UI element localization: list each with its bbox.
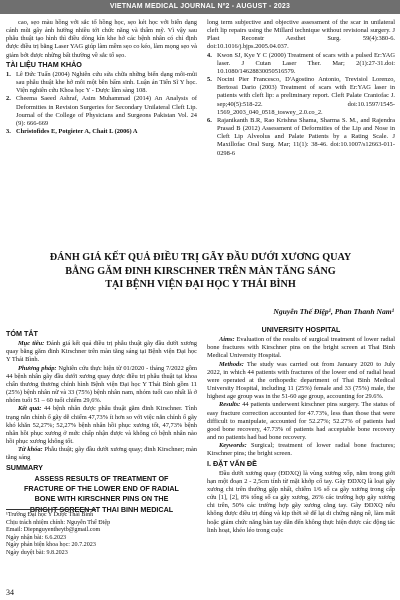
journal-header: VIETNAM MEDICAL JOURNAL Nº2 - AUGUST - 2023 (0, 0, 400, 14)
title-line: TẠI BỆNH VIỆN ĐẠI HỌC Y THÁI BÌNH (105, 279, 296, 291)
authors: Nguyễn Thế Điệp¹, Phan Thanh Nam¹ (273, 307, 394, 316)
previous-article-end (6, 19, 197, 136)
reference-number: 3. (6, 128, 11, 136)
article-title (6, 251, 395, 292)
reference-number: 5. (207, 76, 212, 84)
author-footnote (6, 509, 197, 558)
introduction-heading: I. ĐẶT VẤN ĐỀ (207, 458, 257, 468)
reference-item (6, 128, 197, 136)
abstract-results: Kết quả: 44 bệnh nhân được phẫu thuật găm đinh Kirschner. Tình trạng nắn chỉnh ổ gãy dễ chiếm 47,73% ít hơn so với việc nắn chỉnh ổ gãy khó khăn 52,27%; 52,27% bệnh nhân hồi phục xương tốt, 47,73% bệnh nhân hồi phục xương ở mức chấp nhận được và không có bệnh nhân nào hồi phục xương không tốt. (6, 405, 197, 446)
summary-keywords: Keywords: Surgical; treatment of lower radial bone fractures; Kirschner pins; the bright screen. (207, 442, 395, 458)
title-line: ĐÁNH GIÁ KẾT QUẢ ĐIỀU TRỊ GÃY ĐẦU DƯỚI XƯƠNG QUAY (49, 252, 352, 263)
reference-number: 6. (207, 116, 212, 124)
english-title-end: UNIVERSITY HOSPITAL (261, 327, 341, 334)
footnote-received: Ngày nhận bài: 6.6.2023 (6, 534, 67, 541)
footnote-accepted: Ngày duyệt bài: 9.8.2023 (6, 549, 68, 556)
english-title-line: FRACTURE OF THE LOWER END OF RADIAL (24, 484, 179, 494)
reference-continuation: long term subjective and objective assessment of the scar in unilateral cleft lip repairs using the Millard technique without revisional surgery. J Plast Reconstr Aesthet Surg. 59(4):380-6. doi:10.1016/j.bjps.2005.04.037. (207, 19, 395, 51)
reference-item (6, 71, 197, 95)
reference-item (207, 52, 395, 76)
reference-number: 2. (6, 95, 11, 103)
abstract-english (207, 327, 395, 535)
reference-item (207, 76, 395, 117)
references-continued (207, 19, 395, 158)
abstract-methods: Phương pháp: Nghiên cứu thực hiện từ 01/2020 - tháng 7/2022 gồm 44 bệnh nhân gãy đầu dưới xương quay được điều trị phẫu thuật tại khoa chấn thương thương chỉnh hình Bệnh viện Đại học Y Thái Bình gồm 11 (25%) bệnh nhân nữ và 33 (75%) bệnh nhân nam, nhóm tuổi cao nhất là ở nhóm tuổi 51 – 60 tuổi chiếm 29,6%. (6, 364, 197, 405)
reference-text: Cheema Saeed Ashraf, Asim Muhammad (2014) An Analysis of Deformities in Revision Surgeries for Secondary Unilateral Cleft Lip. Journal of the College of Physicians and Surgeons Pakistan Vol. 24 (9): 666-669 (16, 95, 197, 127)
page-number: 34 (6, 588, 14, 597)
reference-item (6, 95, 197, 128)
reference-number: 4. (207, 51, 212, 59)
abstract-aims: Mục tiêu: Đánh giá kết quả điều trị phẫu thuật gãy đầu dưới xương quay bằng găm đinh Kirschner trên màn tăng sáng tại Bệnh viện Đại học Y Thái Bình. (6, 340, 197, 364)
english-title-line: BRIGHT SCREEN AT THAI BINH MEDICAL (29, 504, 174, 514)
english-title-line: ASSESS RESULTS OF TREATMENT OF (34, 473, 169, 483)
summary-methods: Methods: The study was carried out from January 2020 to July 2022, in which 44 patients with fractures of the lower end of radial head were operated at the orthopedic department of Thai Binh Medical University Hospital, including 11 (25%) female and 33 (75%) male, the highest age group was in the 51-60 age group, accounting for 29.6%. (207, 360, 395, 401)
reference-text: Rajanikanth B.R, Rao Krishna Shama, Sharma S. M., and Rajendra Prasad B (2012) Assessment of Deformities of the Lip and Nose in Cleft Lip Alveolus and Palate Patients by a Rating Scale. J Maxillofac Oral Surg. Mar; 11(1): 38-46. doi:10.1007/s12663-011-0298-6 (217, 116, 395, 157)
summary-en-heading: SUMMARY (6, 462, 43, 472)
reference-number: 1. (6, 70, 11, 78)
reference-text: Kwon SJ, Kye Y C (2000) Treatment of scars with a pulsed Er:YAG laser. J Cutan Laser Ther. Mar; 2(1):27-31.doi: 10.1080/14628830050516579. (217, 51, 395, 75)
summary-results: Results: 44 patients underwent kirschner pins surgery. The status of easy fracture correction accounted for 47.73%, less than those that were difficult to manipulate, accounted for 52.27%; 52.27% of patients had good bone recovery, 47.73% of patients had acceptable bone recovery and no patients had bad bone recovery. (207, 401, 395, 442)
footnote-reviewed: Ngày phản biện khoa học: 20.7.2023 (6, 542, 96, 549)
footnote-affiliation: ¹Trường Đại học Y Dược Thái Bình (6, 512, 94, 518)
abstract-keywords: Từ khóa: Phẫu thuật; gãy đầu dưới xương quay; đinh Kirschner; màn tăng sáng (6, 446, 197, 462)
references-heading: TÀI LIỆU THAM KHẢO (6, 59, 82, 69)
footnote-email: Email: Diepnguyentheytb@gmail.com (6, 527, 101, 534)
introduction-paragraph: Đầu dưới xương quay (ĐDXQ) là vùng xương xốp, nằm trong giới hạn một đoạn 2 - 2,5cm tính từ mặt khớp cổ tay. Gãy ĐDXQ là loại gãy xương chi trên thường gặp nhất, chiếm 1/6 số ca gãy xương trong cấp cứu [1], [2], 8% tổng số ca gãy xương, 26% các trường hợp gãy xương chi trên, 50% các trường hợp gãy xương cẳng tay. Gãy ĐDXQ nếu không được điều trị đúng và kịp thời sẽ để lại di chứng nặng nề, làm mất hoặc giảm chức năng bàn tay dẫn đến không thực hiện được các động tác linh hoạt, khéo léo trong cuộc (207, 469, 395, 534)
english-title-line: BONE WITH KIRSCHNER PINS ON THE (34, 494, 169, 504)
reference-item (207, 117, 395, 158)
summary-aims: Aims: Evaluation of the results of surgical treatment of lower radial bone fractures with Kirschner pins on the bright screen at Thai Binh Medical University Hospital. (207, 336, 395, 360)
reference-text: Lê Đức Tuấn (2004) Nghiên cứu sửa chữa những biến dạng môi-mũi sau phẫu thuật khe hở môi một bên bẩm sinh. Luận án Tiến Sĩ Y học. Viện nghiên cứu Khoa học Y - Dược lâm sàng 108. (16, 70, 197, 95)
footnote-corresponding: Chịu trách nhiệm chính: Nguyễn Thế Điệp (6, 519, 111, 526)
summary-vi-heading: TÓM TẮT (6, 329, 38, 338)
title-line: BẰNG GĂM ĐINH KIRSCHNER TRÊN MÀN TĂNG SÁNG (65, 265, 336, 277)
abstract-vietnamese (6, 329, 197, 514)
reference-text: Christofides E, Potgieter A, Chait L (2006) A (16, 128, 138, 136)
conclusion-paragraph: cao, sẹo màu hồng với sắc tố hồng học, sẹo két học với biến dạng cánh mũi gây ảnh hưởng nhiều tới chức năng và thẩm mỹ. Vì vậy sau phẫu thuật tạo hình thì điều dòng kín khe hở các bệnh nhân có chỉ định được điều trị bằng Laser YAG giúp làm mềm sẹo co kéo, làm mọng sẹo và giảm bớt được những bất thường về sắc tố sẹo. (6, 19, 197, 59)
footnote-divider (6, 509, 96, 510)
reference-text: Nocini Pier Francesco, D'Agostino Antonio, Trevisiol Lorenzo, Bertossi Dario (2003) Treatment of scars with Er:YAG laser in patients with cleft lip: a preliminary report. Cleft Palate Craniofac J. sep;40(5):518-22. doi:10.1597/1545-1569_2003_040_0518_toswey_2.0.co_2. (217, 76, 395, 116)
